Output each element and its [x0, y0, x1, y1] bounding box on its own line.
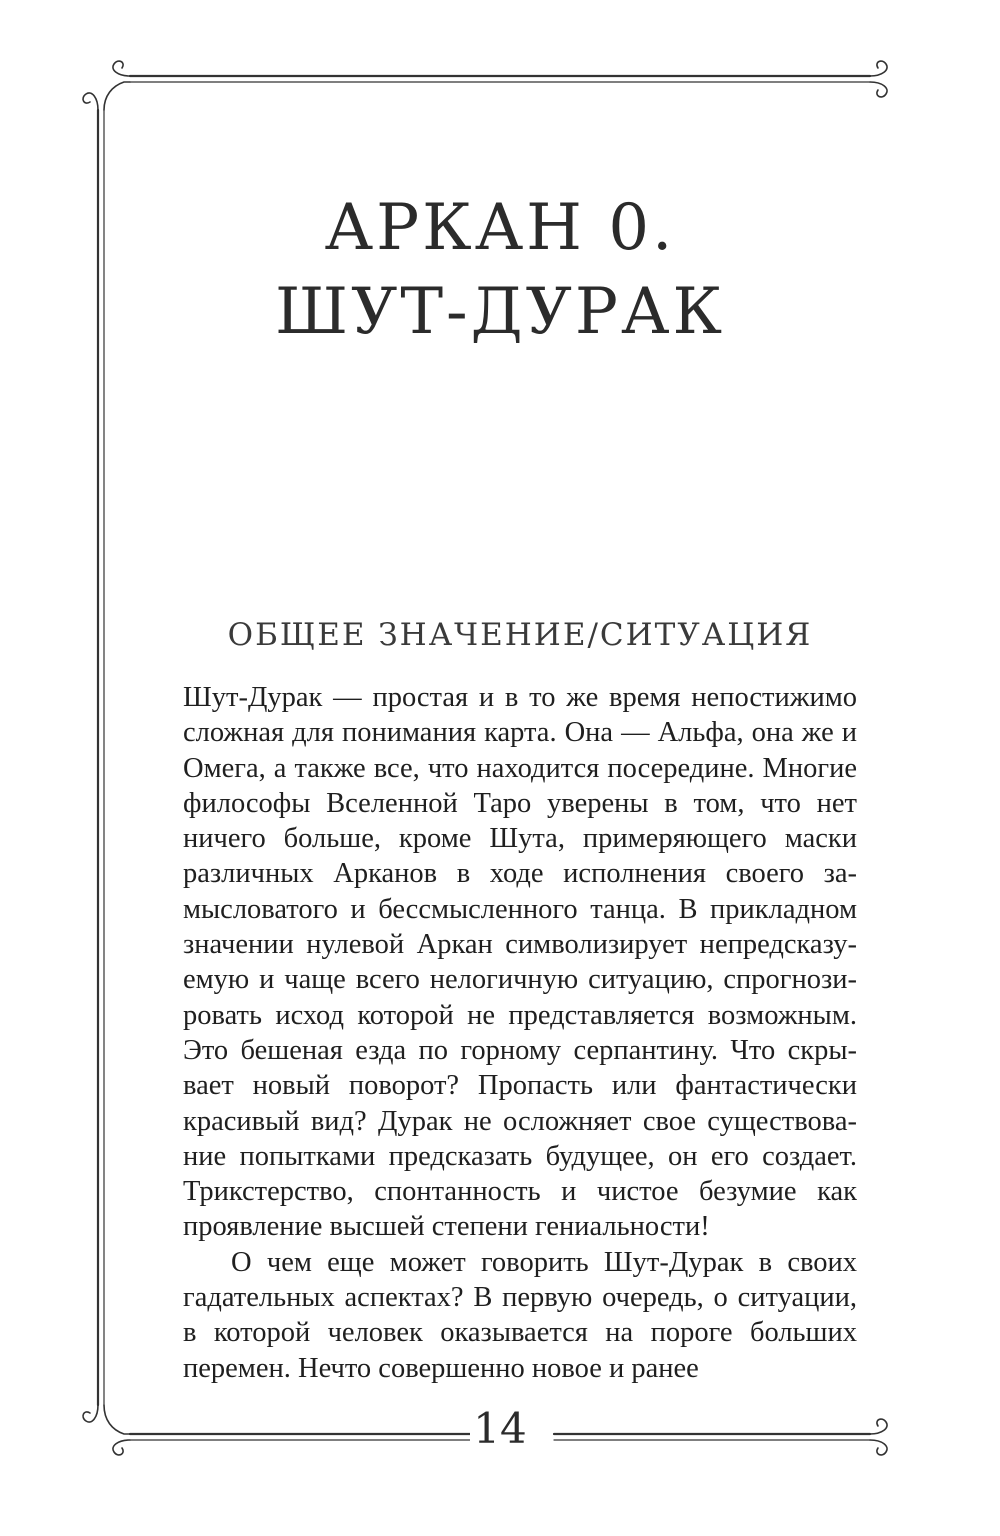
- frame-corner-ornament-bottom-left: [83, 1405, 130, 1455]
- chapter-title-line-1: АРКАН 0.: [324, 191, 676, 265]
- frame-corner-ornament-top-right: [870, 61, 887, 97]
- body-paragraph-2: О чем еще может говорить Шут-Дурак в своих гадательных аспектах? В первую очередь, о ситуации, в которой человек оказывается на пороге больших перемен. Нечто совершенно новое и ранее: [183, 1246, 857, 1384]
- frame-corner-ornament-bottom-right: [870, 1419, 887, 1455]
- page-number: 14: [470, 1408, 530, 1450]
- section-heading: ОБЩЕЕ ЗНАЧЕНИЕ/СИТУАЦИЯ: [227, 617, 813, 653]
- body-paragraph-1: Шут-Дурак — простая и в то же время непостижимо сложная для понимания карта. Она — Альфа, она же и Омега, а также все, что находится посередине. Многие философы Вселенной Таро уверены в том, что нет ничего больше, кроме Шута, примеряющего маски различных Арканов в ходе исполнения своего замысловатого и бессмысленного танца. В прикладном значении нулевой Аркан символизирует непредсказуемую и чаще всего нелогичную ситуацию, спрогнозировать исход которой не представляется возможным. Это бешеная езда по горному серпантину. Что скрывает новый поворот? Пропасть или фантастически красивый вид? Дурак не осложняет свое существование попытками предсказать будущее, он его создает. Трикстерство, спонтанность и чистое безумие как проявление высшей степени гениальности!: [183, 682, 857, 1243]
- frame-corner-ornament-top-left: [83, 61, 130, 110]
- body-text: [183, 680, 857, 1386]
- chapter-title-line-2: ШУТ-ДУРАК: [275, 275, 725, 349]
